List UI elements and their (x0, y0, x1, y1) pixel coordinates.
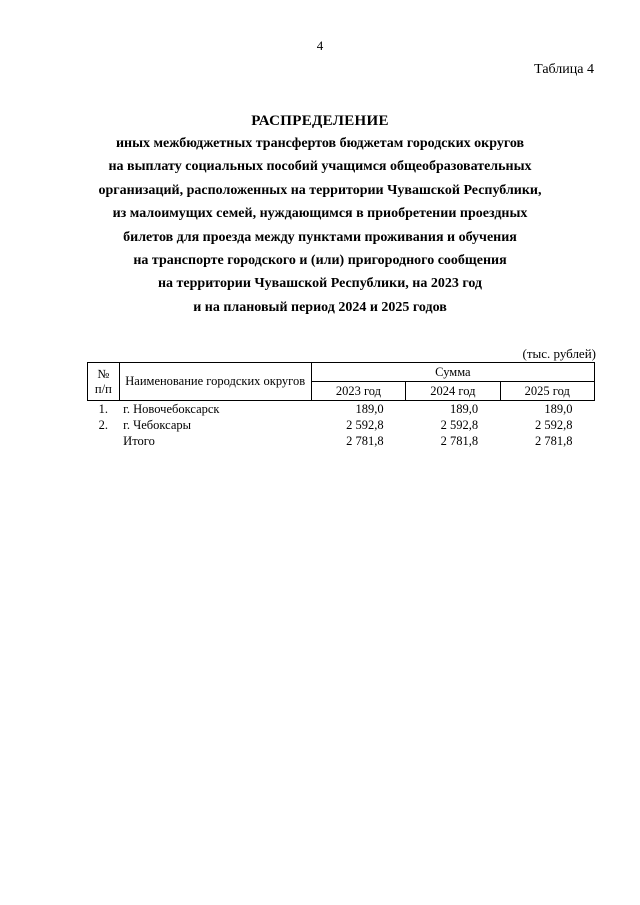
title-line: билетов для проезда между пунктами проживания и обучения (123, 229, 517, 245)
row-name: г. Чебоксары (123, 417, 192, 432)
table-row (88, 401, 595, 418)
row-value-2025: 189,0 (544, 401, 573, 416)
column-header-year-2024: 2024 год (406, 382, 500, 401)
row-name: г. Новочебоксарск (123, 401, 220, 416)
table-label: Таблица 4 (534, 62, 594, 77)
row-value-2025: 2 781,8 (535, 433, 573, 448)
column-header-sum: Сумма (311, 363, 594, 382)
column-header-number (88, 363, 120, 401)
title-line: на выплату социальных пособий учащимся общеобразовательных (108, 159, 532, 175)
column-header-year-2023: 2023 год (311, 382, 405, 401)
title-line: и на плановый период 2024 и 2025 годов (193, 299, 447, 315)
title-line: из малоимущих семей, нуждающимся в приобретении проездных (112, 206, 528, 222)
title-line: на территории Чувашской Республики, на 2023 год (157, 276, 483, 292)
row-value-2024: 2 781,8 (440, 433, 479, 448)
page-number: 4 (316, 38, 324, 53)
column-header-number-line1: № (97, 366, 110, 381)
units-label: (тыс. рублей) (522, 346, 596, 361)
row-number (88, 433, 120, 449)
row-value-2023: 2 781,8 (346, 433, 384, 448)
document-title (60, 110, 580, 319)
row-value-2023: 189,0 (355, 401, 384, 416)
table-row-total (88, 433, 595, 449)
title-line: на транспорте городского и (или) пригородного сообщения (133, 253, 507, 269)
title-line: организаций, расположенных на территории Чувашской Республики, (98, 182, 542, 198)
column-header-year-2025: 2025 год (500, 382, 594, 401)
table-row (88, 417, 595, 433)
row-value-2023: 2 592,8 (346, 417, 384, 432)
row-value-2025: 2 592,8 (535, 417, 573, 432)
row-number: 1. (98, 401, 109, 416)
row-value-2024: 189,0 (449, 401, 479, 416)
distribution-table (87, 362, 595, 449)
row-name: Итого (123, 433, 155, 448)
title-line: иных межбюджетных трансфертов бюджетам городских округов (115, 136, 525, 151)
column-header-number-line2: п/п (94, 381, 112, 396)
title-heading: РАСПРЕДЕЛЕНИЕ (251, 113, 389, 129)
row-number: 2. (98, 417, 109, 432)
column-header-name: Наименование городских округов (119, 363, 311, 401)
row-value-2024: 2 592,8 (440, 417, 479, 432)
